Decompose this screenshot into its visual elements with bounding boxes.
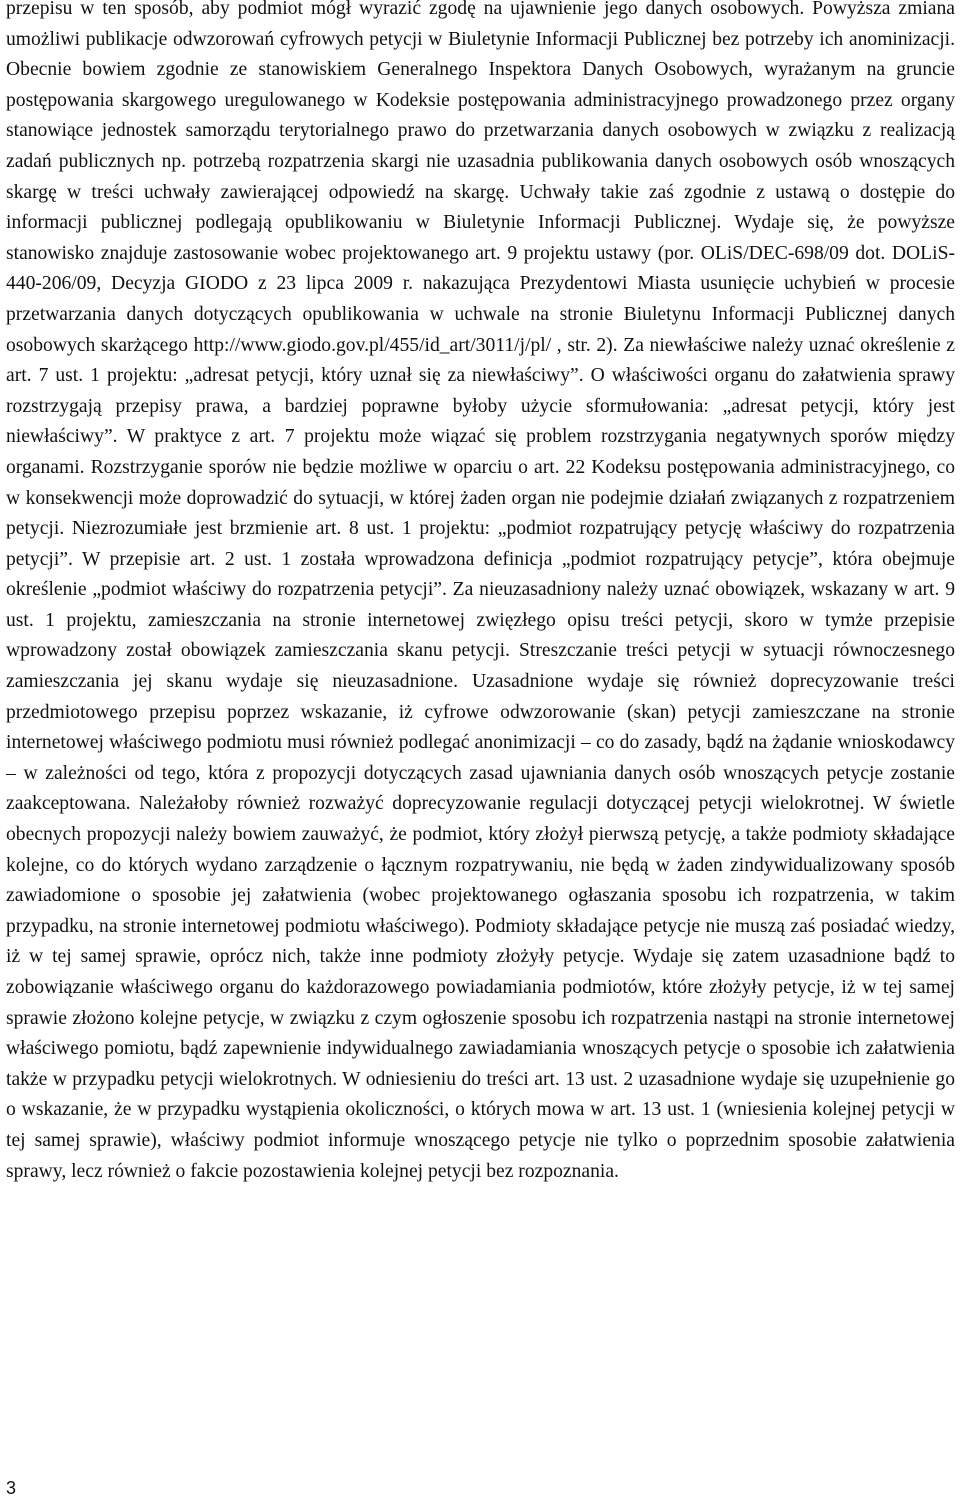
page-number: 3 (6, 1478, 17, 1498)
body-paragraph: przepisu w ten sposób, aby podmiot mógł wyrazić zgodę na ujawnienie jego danych osobowych. Powyższa zmiana umożliwi publikacje odwzorowań cyfrowych petycji w Biuletynie Informacji Publicznej bez potrzeby ich anominizacji. Obecnie bowiem zgodnie ze stanowiskiem Generalnego Inspektora Danych Osobowych, wyrażanym na gruncie postępowania skargowego uregulowanego w Kodeksie postępowania administracyjnego prowadzonego przez organy stanowiące jednostek samorządu terytorialnego prawo do przetwarzania danych osobowych w związku z realizacją zadań publicznych np. potrzebą rozpatrzenia skargi nie uzasadnia publikowania danych osobowych osób wnoszących skargę w treści uchwały zawierającej odpowiedź na skargę. Uchwały takie zaś zgodnie z ustawą o dostępie do informacji publicznej podlegają opublikowaniu w Biuletynie Informacji Publicznej. Wydaje się, że powyższe stanowisko znajduje zastosowanie wobec projektowanego art. 9 projektu ustawy (por. OLiS/DEC-698/09 dot. DOLiS-440-206/09, Decyzja GIODO z 23 lipca 2009 r. nakazująca Prezydentowi Miasta usunięcie uchybień w procesie przetwarzania danych dotyczących opublikowania w uchwale na stronie Biuletynu Informacji Publicznej danych osobowych skarżącego http://www.giodo.gov.pl/455/id_art/3011/j/pl/ , str. 2). Za niewłaściwe należy uznać określenie z art. 7 ust. 1 projektu: „adresat petycji, który uznał się za niewłaściwy”. O właściwości organu do załatwienia sprawy rozstrzygają przepisy prawa, a bardziej poprawne byłoby użycie sformułowania: „adresat petycji, który jest niewłaściwy”. W praktyce z art. 7 projektu może wiązać się problem rozstrzygania negatywnych sporów między organami. Rozstrzyganie sporów nie będzie możliwe w oparciu o art. 22 Kodeksu postępowania administracyjnego, co w konsekwencji może doprowadzić do sytuacji, w której żaden organ nie podejmie działań związanych z rozpatrzeniem petycji. Niezrozumiałe jest brzmienie art. 8 ust. 1 projektu: „podmiot rozpatrujący petycję właściwy do rozpatrzenia petycji”. W przepisie art. 2 ust. 1 została wprowadzona definicja „podmiot rozpatrujący petycje”, która obejmuje określenie „podmiot właściwy do rozpatrzenia petycji”. Za nieuzasadniony należy uznać obowiązek, wskazany w art. 9 ust. 1 projektu, zamieszczania na stronie internetowej zwięzłego opisu treści petycji, skoro w tymże przepisie wprowadzony został obowiązek zamieszczania skanu petycji. Streszczanie treści petycji w sytuacji równoczesnego zamieszczania jej skanu wydaje się nieuzasadnione. Uzasadnione wydaje się również doprecyzowanie treści przedmiotowego przepisu poprzez wskazanie, iż cyfrowe odwzorowanie (skan) petycji zamieszczane na stronie internetowej właściwego podmiotu musi również podlegać anonimizacji – co do zasady, bądź na żądanie wnioskodawcy – w zależności od tego, która z propozycji dotyczących zasad ujawniania danych osób wnoszących petycje zostanie zaakceptowana. Należałoby również rozważyć doprecyzowanie regulacji dotyczącej petycji wielokrotnej. W świetle obecnych propozycji należy bowiem zauważyć, że podmiot, który złożył pierwszą petycję, a także podmioty składające kolejne, co do których wydano zarządzenie o łącznym rozpatrywaniu, nie będą w żaden zindywidualizowany sposób zawiadomione o sposobie jej załatwienia (wobec projektowanego ogłaszania sposobu ich rozpatrzenia, w takim przypadku, na stronie internetowej podmiotu właściwego). Podmioty składające petycje nie muszą zaś posiadać wiedzy, iż w tej samej sprawie, oprócz nich, także inne podmioty złożyły petycje. Wydaje się zatem uzasadnione bądź to zobowiązanie właściwego organu do każdorazowego powiadamiania podmiotów, które złożyły petycje, iż w tej samej sprawie złożono kolejne petycje, w związku z czym ogłoszenie sposobu ich rozpatrzenia nastąpi na stronie internetowej właściwego pomiotu, bądź zapewnienie indywidualnego zawiadamiania wnoszących petycje o sposobie ich załatwienia także w przypadku petycji wielokrotnych. W odniesieniu do treści art. 13 ust. 2 uzasadnione wydaje się uzupełnienie go o wskazanie, że w przypadku wystąpienia okoliczności, o których mowa w art. 13 ust. 1 (wniesienia kolejnej petycji w tej samej sprawie), właściwy podmiot informuje wnoszącego petycje nie tylko o poprzednim sposobie załatwienia sprawy, lecz również o fakcie pozostawienia kolejnej petycji bez rozpoznania. (6, 0, 955, 1182)
